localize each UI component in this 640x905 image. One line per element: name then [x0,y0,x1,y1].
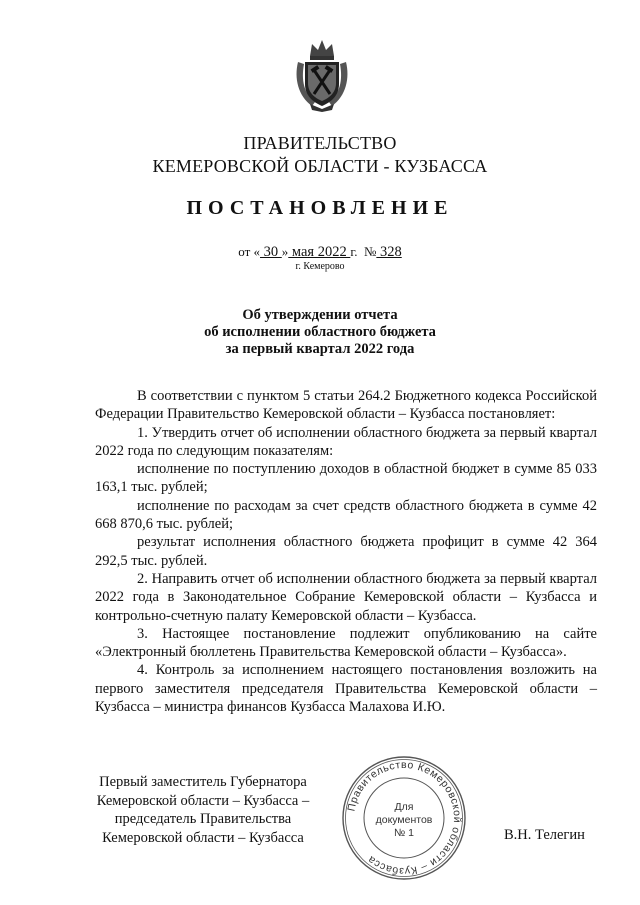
document-number: 328 [376,244,402,260]
paragraph-expenses: исполнение по расходам за счет средств областного бюджета в сумме 42 668 870,6 тыс. рублей; [95,497,597,533]
document-title [0,307,640,358]
stamp-center-line1: Для [394,801,414,813]
paragraph-item4: 4. Контроль за исполнением настоящего постановления возложить на первого заместителя председателя Правительства Кемеровской области – Кузбасса – министра финансов Кузбасса Малахова И.Ю. [95,662,597,716]
signatory-position [78,773,328,847]
date-day: 30 [260,244,282,260]
signatory-name: В.Н. Телегин [504,827,585,843]
paragraph-item3: 3. Настоящее постановление подлежит опубликованию на сайте «Электронный бюллетень Правительства Кемеровской области – Кузбасса». [95,625,597,661]
number-prefix: № [363,244,377,259]
title-line1: Об утверждении отчета [242,307,398,323]
title-line2: об исполнении областного бюджета [204,324,436,340]
date-month-year: мая 2022 [288,244,351,260]
position-line3: председатель Правительства [114,811,292,827]
date-prefix: от « [238,244,261,259]
position-line2: Кемеровской области – Кузбасса – [96,792,310,809]
org-name-line1: ПРАВИТЕЛЬСТВО [243,133,397,153]
paragraph-item2: 2. Направить отчет об исполнении областного бюджета за первый квартал 2022 года в Законодательное Собрание Кемеровской области – Кузбасса и контрольно-счетную палату Кемеровской области – Кузбасса. [95,570,597,624]
paragraph-item1: 1. Утвердить отчет об исполнении областного бюджета за первый квартал 2022 года по следующим показателям: [95,424,597,459]
position-line1: Первый заместитель Губернатора [99,774,307,790]
paragraph-preamble: В соответствии с пунктом 5 статьи 264.2 Бюджетного кодекса Российской Федерации Правительство Кемеровской области – Кузбасса постановляет: [95,388,597,423]
org-name-line2: КЕМЕРОВСКОЙ ОБЛАСТИ - КУЗБАССА [152,156,488,176]
title-line3: за первый квартал 2022 года [225,341,415,357]
coat-of-arms-emblem [292,38,352,112]
stamp-center-text [372,801,436,840]
document-body [95,387,597,716]
stamp-center-line2: документов [375,814,433,826]
paragraph-revenue: исполнение по поступлению доходов в областной бюджет в сумме 85 033 163,1 тыс. рублей; [95,461,597,496]
city: г. Кемерово [295,261,345,272]
position-line4: Кемеровской области – Кузбасса [102,829,304,846]
document-type: ПОСТАНОВЛЕНИЕ [186,197,454,219]
date-year-suffix: г. [350,244,358,259]
date-sep: » [281,244,289,259]
paragraph-surplus: результат исполнения областного бюджета профицит в сумме 42 364 292,5 тыс. рублей. [95,534,597,569]
stamp-ring-text: Правительство Кемеровской области – Кузбасса [345,758,464,878]
date-number-line [0,244,640,261]
stamp-center-line3: № 1 [393,827,415,839]
